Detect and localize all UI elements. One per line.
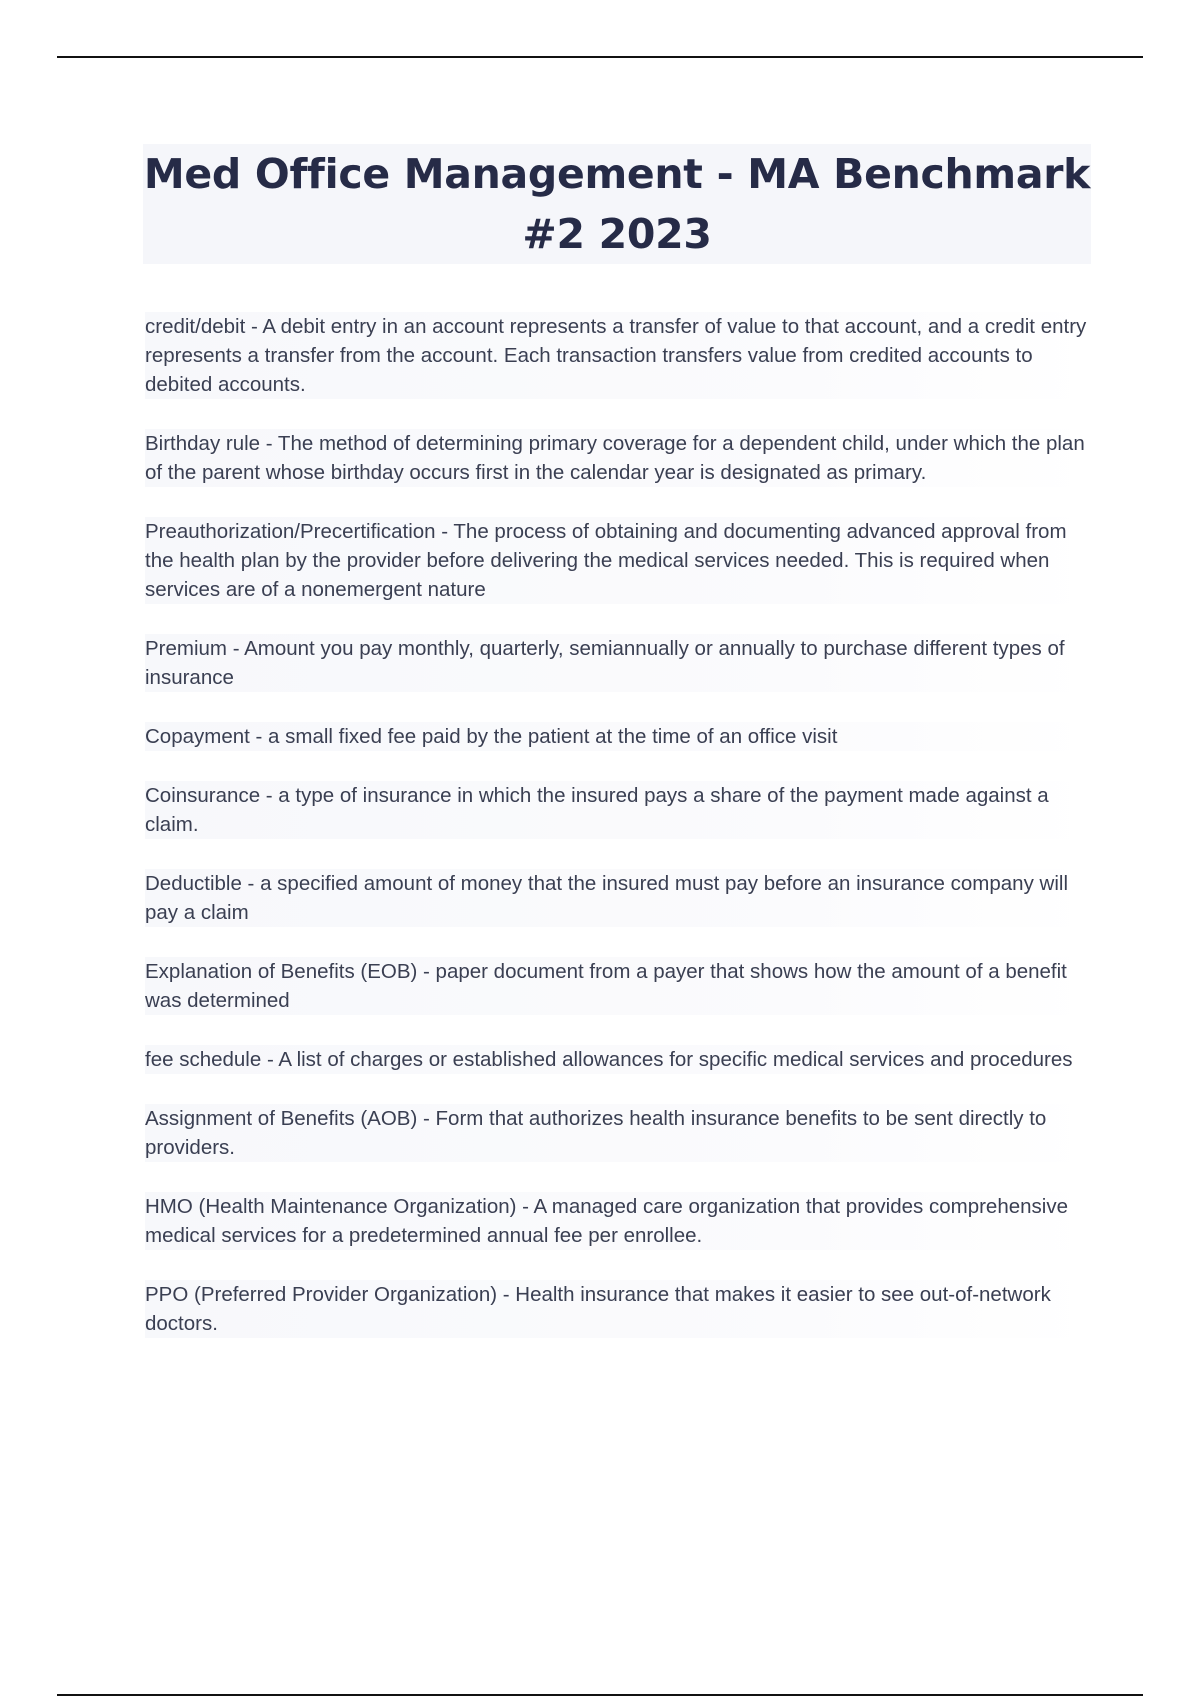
title-banner	[143, 144, 1091, 264]
definition-entry: Preauthorization/Precertification - The process of obtaining and documenting advanced approval from the health plan by the provider before delivering the medical services needed. This is required when services are of a nonemergent nature	[145, 517, 1090, 604]
definition-entry: Explanation of Benefits (EOB) - paper document from a payer that shows how the amount of a benefit was determined	[145, 957, 1090, 1015]
page-title: Med Office Management - MA Benchmark #2 2023	[143, 150, 1091, 258]
definition-entry: Copayment - a small fixed fee paid by the patient at the time of an office visit	[145, 722, 1090, 751]
definition-entry: Coinsurance - a type of insurance in which the insured pays a share of the payment made against a claim.	[145, 781, 1090, 839]
bottom-divider	[57, 1694, 1143, 1696]
definition-entry: HMO (Health Maintenance Organization) - A managed care organization that provides comprehensive medical services for a predetermined annual fee per enrollee.	[145, 1192, 1090, 1250]
definition-entry: fee schedule - A list of charges or established allowances for specific medical services and procedures	[145, 1045, 1090, 1074]
top-divider	[57, 56, 1143, 58]
definition-entry: Deductible - a specified amount of money that the insured must pay before an insurance company will pay a claim	[145, 869, 1090, 927]
definition-list	[145, 312, 1090, 1368]
definition-entry: credit/debit - A debit entry in an account represents a transfer of value to that account, and a credit entry represents a transfer from the account. Each transaction transfers value from credited accounts to debited accounts.	[145, 312, 1090, 399]
definition-entry: Assignment of Benefits (AOB) - Form that authorizes health insurance benefits to be sent directly to providers.	[145, 1104, 1090, 1162]
definition-entry: PPO (Preferred Provider Organization) - Health insurance that makes it easier to see out-of-network doctors.	[145, 1280, 1090, 1338]
definition-entry: Birthday rule - The method of determining primary coverage for a dependent child, under which the plan of the parent whose birthday occurs first in the calendar year is designated as primary.	[145, 429, 1090, 487]
definition-entry: Premium - Amount you pay monthly, quarterly, semiannually or annually to purchase different types of insurance	[145, 634, 1090, 692]
